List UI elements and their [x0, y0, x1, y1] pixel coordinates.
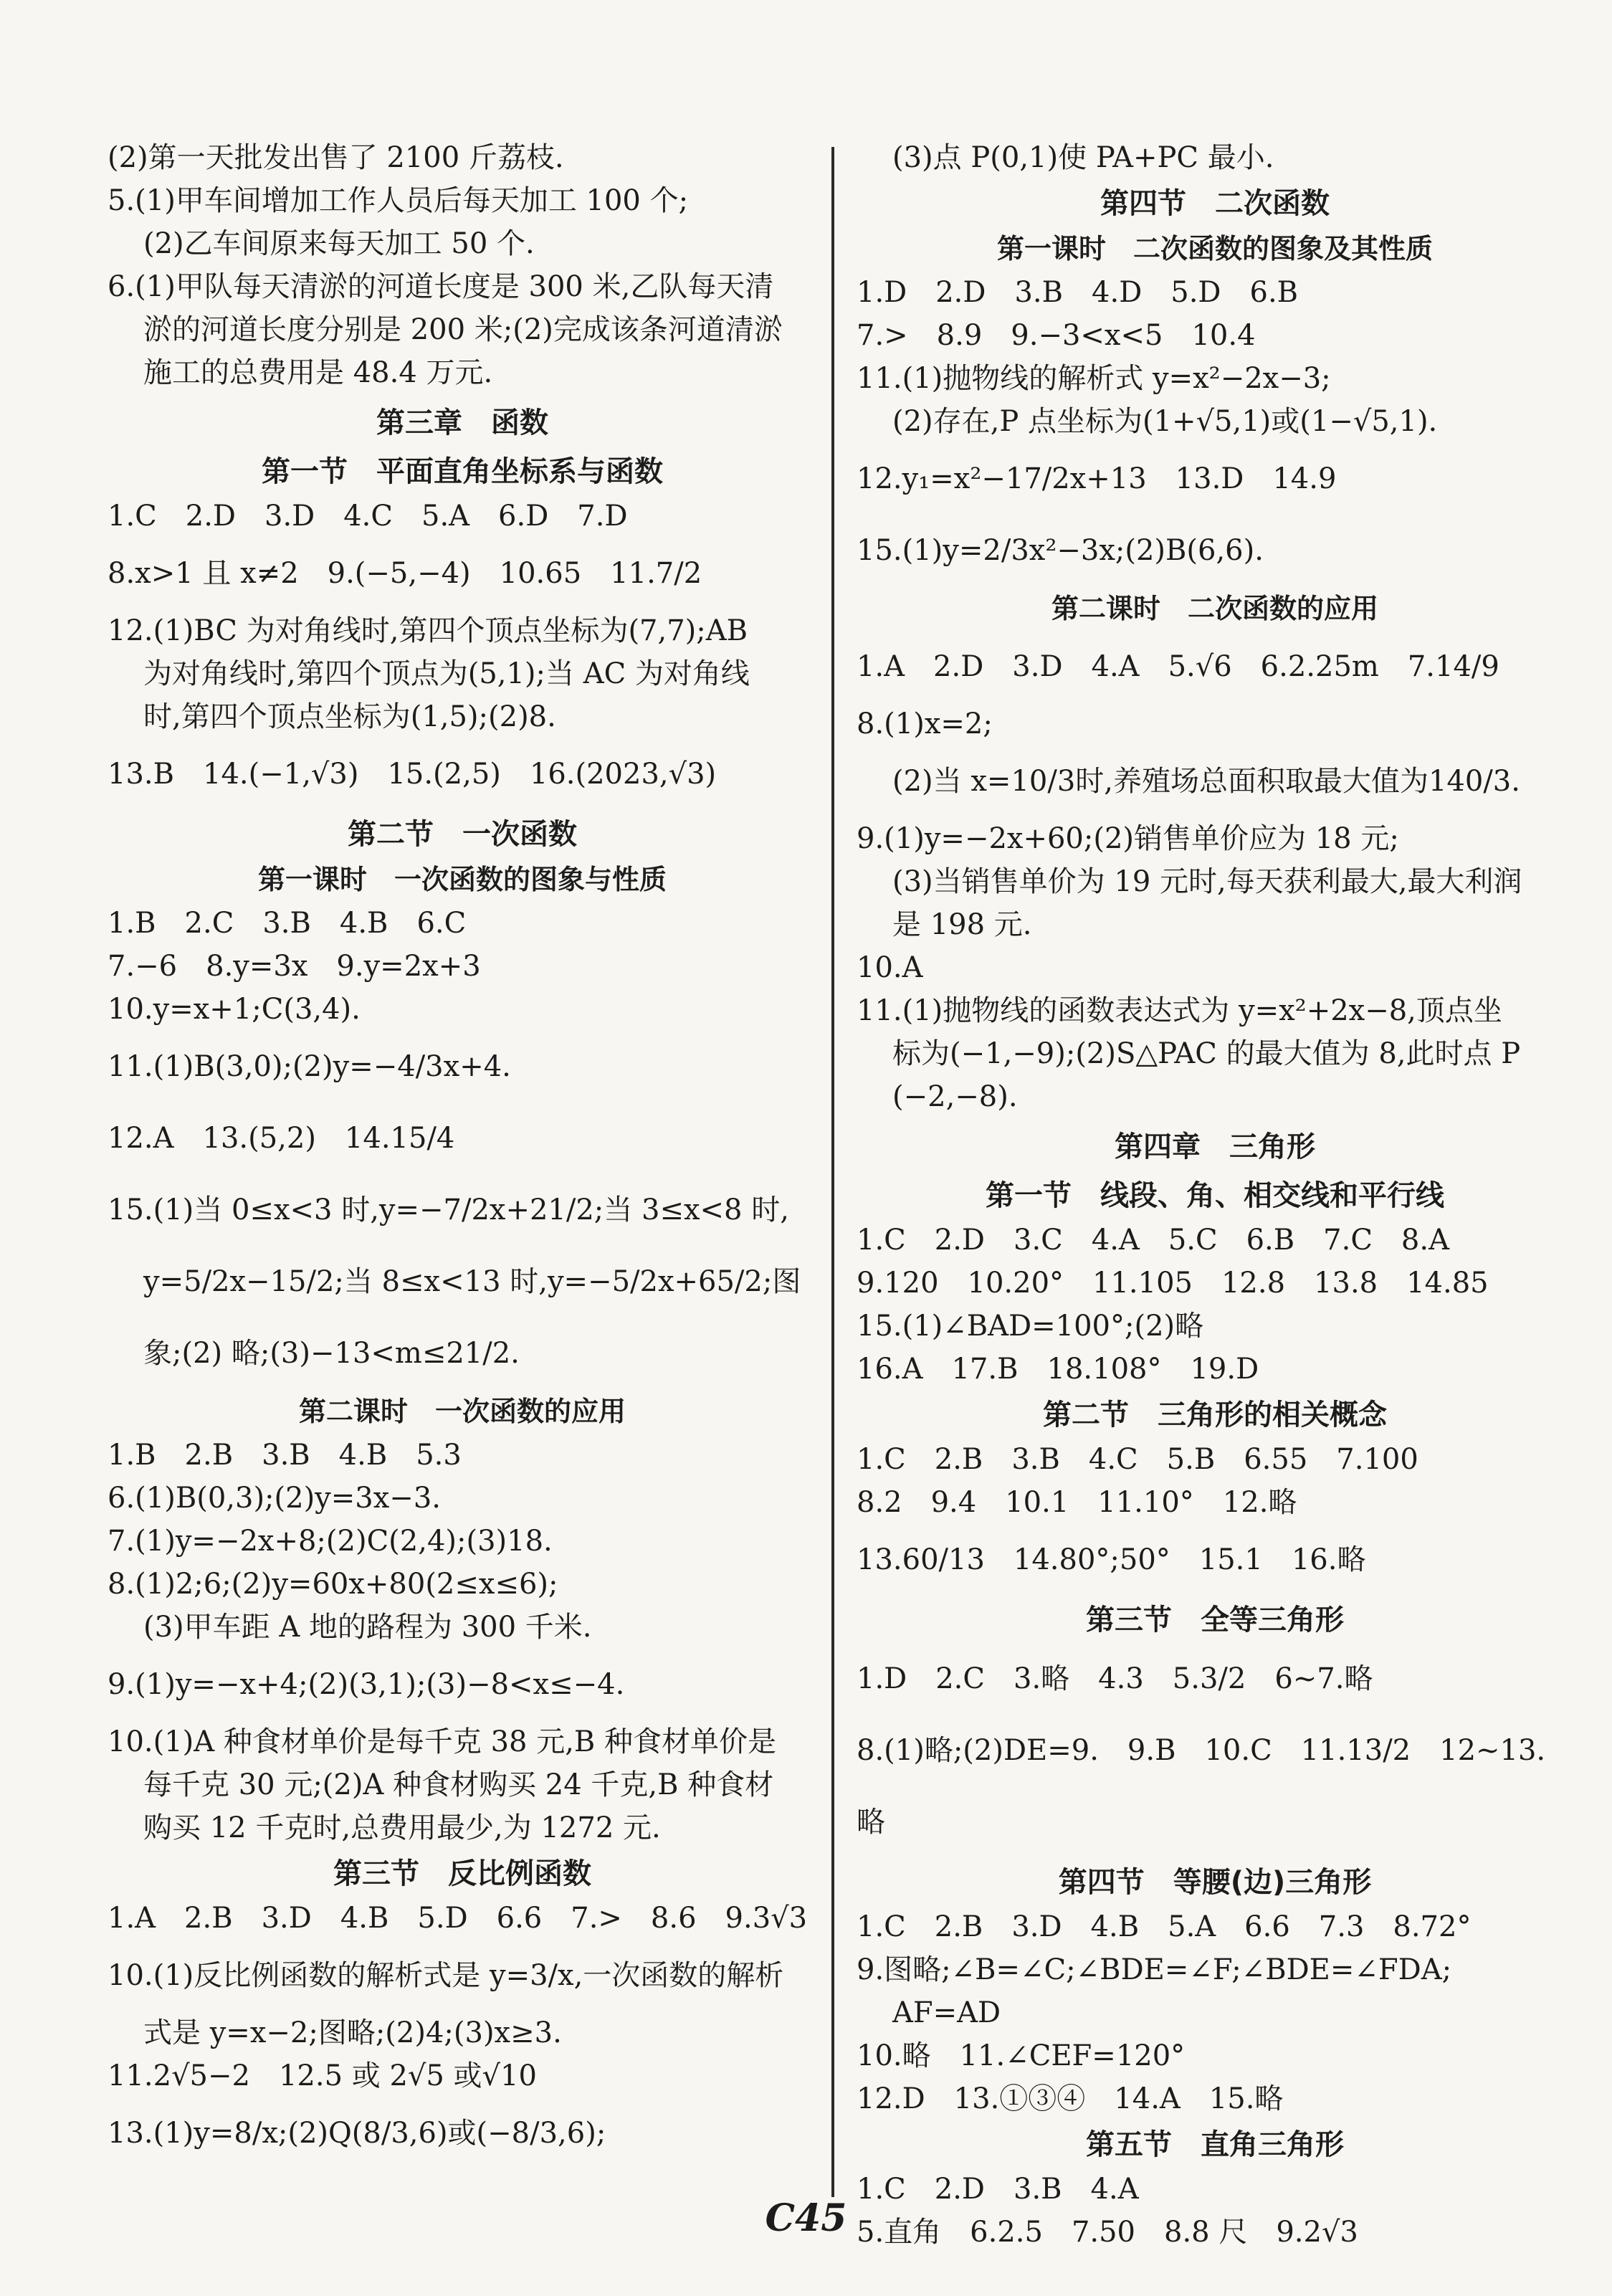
page-number: C45 — [765, 2196, 847, 2240]
section-heading: 第一节 平面直角坐标系与函数 — [262, 455, 663, 488]
answer-line: 12.y₁=x²−17/2x+13 13.D 14.9 — [857, 462, 1337, 495]
answer-line: 10.略 11.∠CEF=120° — [857, 2039, 1186, 2072]
answer-line: 1.C 2.B 3.B 4.C 5.B 6.55 7.100 — [857, 1443, 1418, 1476]
lesson-heading: 第二课时 二次函数的应用 — [1051, 593, 1378, 624]
section-heading: 第三节 反比例函数 — [333, 1857, 591, 1890]
answer-line: 式是 y=x−2;图略;(2)4;(3)x≥3. — [143, 2016, 562, 2049]
answer-line: 1.D 2.C 3.略 4.3 5.3/2 6~7.略 — [857, 1662, 1373, 1695]
answer-line: (3)当销售单价为 19 元时,每天获利最大,最大利润 — [892, 865, 1522, 898]
answer-line: 1.A 2.B 3.D 4.B 5.D 6.6 7.> 8.6 9.3√3 — [108, 1902, 808, 1935]
answer-line: 13.(1)y=8/x;(2)Q(8/3,6)或(−8/3,6); — [108, 2117, 606, 2150]
chapter-heading: 第三章 函数 — [376, 406, 548, 439]
answer-line: (2)乙车间原来每天加工 50 个. — [143, 227, 535, 260]
answer-line: 7.(1)y=−2x+8;(2)C(2,4);(3)18. — [108, 1525, 553, 1558]
answer-line: 8.(1)2;6;(2)y=60x+80(2≤x≤6); — [108, 1568, 558, 1601]
answer-line: 15.(1)当 0≤x<3 时,y=−7/2x+21/2;当 3≤x<8 时, — [108, 1194, 789, 1226]
answer-line: 1.C 2.D 3.C 4.A 5.C 6.B 7.C 8.A — [857, 1224, 1449, 1257]
lesson-heading: 第二课时 一次函数的应用 — [298, 1396, 626, 1427]
answer-line: 5.直角 6.2.5 7.50 8.8 尺 9.2√3 — [857, 2216, 1358, 2249]
left-column — [108, 136, 817, 2169]
answer-line: (2)存在,P 点坐标为(1+√5,1)或(1−√5,1). — [892, 405, 1438, 438]
answer-line: 8.x>1 且 x≠2 9.(−5,−4) 10.65 11.7/2 — [108, 557, 702, 590]
answer-line: 1.D 2.D 3.B 4.D 5.D 6.B — [857, 276, 1299, 309]
right-column — [857, 136, 1573, 2254]
chapter-heading: 第四章 三角形 — [1115, 1130, 1315, 1163]
answer-line: 9.图略;∠B=∠C;∠BDE=∠F;∠BDE=∠FDA; — [857, 1953, 1452, 1986]
answer-line: 9.(1)y=−x+4;(2)(3,1);(3)−8<x≤−4. — [108, 1668, 625, 1701]
answer-line: 8.(1)x=2; — [857, 708, 993, 740]
lesson-heading: 第一课时 二次函数的图象及其性质 — [996, 233, 1433, 265]
answer-line: 9.(1)y=−2x+60;(2)销售单价应为 18 元; — [857, 822, 1399, 855]
answer-line: 12.A 13.(5,2) 14.15/4 — [108, 1122, 455, 1155]
answer-line: (3)点 P(0,1)使 PA+PC 最小. — [892, 141, 1274, 174]
answer-line: 10.(1)A 种食材单价是每千克 38 元,B 种食材单价是 — [108, 1725, 777, 1758]
answer-line: 13.B 14.(−1,√3) 15.(2,5) 16.(2023,√3) — [108, 758, 717, 791]
answer-line: 8.(1)略;(2)DE=9. 9.B 10.C 11.13/2 12~13.略 — [857, 1734, 1546, 1839]
answer-line: 9.120 10.20° 11.105 12.8 13.8 14.85 — [857, 1267, 1489, 1300]
answer-line: (3)甲车距 A 地的路程为 300 千米. — [143, 1611, 592, 1644]
answer-line: 1.B 2.C 3.B 4.B 6.C — [108, 907, 467, 940]
answer-line: (2)第一天批发出售了 2100 斤荔枝. — [108, 141, 564, 174]
answer-line: 16.A 17.B 18.108° 19.D — [857, 1353, 1259, 1386]
answer-line: 为对角线时,第四个顶点为(5,1);当 AC 为对角线 — [143, 657, 750, 690]
answer-line: 象;(2) 略;(3)−13<m≤21/2. — [143, 1337, 520, 1370]
answer-line: 时,第四个顶点坐标为(1,5);(2)8. — [143, 700, 556, 733]
answer-line: 施工的总费用是 48.4 万元. — [143, 356, 493, 389]
answer-line: 11.(1)抛物线的函数表达式为 y=x²+2x−8,顶点坐 — [857, 994, 1502, 1027]
answer-line: 10.(1)反比例函数的解析式是 y=3/x,一次函数的解析 — [108, 1959, 784, 1992]
section-heading: 第四节 二次函数 — [1100, 187, 1330, 220]
answer-line: 6.(1)甲队每天清淤的河道长度是 300 米,乙队每天清 — [108, 270, 774, 303]
answer-line: 6.(1)B(0,3);(2)y=3x−3. — [108, 1482, 441, 1515]
answer-line: 1.C 2.D 3.D 4.C 5.A 6.D 7.D — [108, 500, 628, 533]
answer-line: (2)当 x=10/3时,养殖场总面积取最大值为140/3. — [892, 765, 1520, 798]
answer-line: 7.> 8.9 9.−3<x<5 10.4 — [857, 319, 1256, 352]
answer-line: 10.y=x+1;C(3,4). — [108, 993, 361, 1026]
section-heading: 第二节 一次函数 — [348, 818, 577, 851]
section-heading: 第五节 直角三角形 — [1086, 2128, 1344, 2161]
answer-line: 淤的河道长度分别是 200 米;(2)完成该条河道清淤 — [143, 313, 783, 346]
answer-line: 标为(−1,−9);(2)S△PAC 的最大值为 8,此时点 P — [892, 1037, 1521, 1070]
answer-line: y=5/2x−15/2;当 8≤x<13 时,y=−5/2x+65/2;图 — [143, 1265, 801, 1298]
answer-line: 每千克 30 元;(2)A 种食材购买 24 千克,B 种食材 — [143, 1768, 774, 1801]
answer-line: 1.C 2.D 3.B 4.A — [857, 2173, 1139, 2206]
lesson-heading: 第一课时 一次函数的图象与性质 — [257, 864, 667, 895]
answer-line: 15.(1)y=2/3x²−3x;(2)B(6,6). — [857, 534, 1264, 567]
answer-line: 10.A — [857, 951, 923, 984]
answer-line: 11.(1)B(3,0);(2)y=−4/3x+4. — [108, 1050, 511, 1083]
answer-line: 7.−6 8.y=3x 9.y=2x+3 — [108, 950, 481, 983]
answer-line: 12.(1)BC 为对角线时,第四个顶点坐标为(7,7);AB — [108, 614, 748, 647]
answer-line: 11.2√5−2 12.5 或 2√5 或√10 — [108, 2059, 537, 2092]
answer-line: 是 198 元. — [892, 908, 1032, 941]
answer-line: 5.(1)甲车间增加工作人员后每天加工 100 个; — [108, 184, 689, 217]
answer-line: 8.2 9.4 10.1 11.10° 12.略 — [857, 1486, 1297, 1519]
section-heading: 第二节 三角形的相关概念 — [1043, 1399, 1387, 1432]
answer-line: AF=AD — [892, 1996, 1001, 2029]
section-heading: 第一节 线段、角、相交线和平行线 — [986, 1179, 1444, 1212]
answer-line: 13.60/13 14.80°;50° 15.1 16.略 — [857, 1543, 1366, 1576]
column-divider — [831, 147, 834, 2197]
section-heading: 第三节 全等三角形 — [1086, 1604, 1344, 1637]
answer-line: 1.C 2.B 3.D 4.B 5.A 6.6 7.3 8.72° — [857, 1910, 1472, 1943]
section-heading: 第四节 等腰(边)三角形 — [1058, 1866, 1372, 1899]
answer-line: 1.A 2.D 3.D 4.A 5.√6 6.2.25m 7.14/9 — [857, 650, 1499, 683]
answer-line: 12.D 13.①③④ 14.A 15.略 — [857, 2082, 1284, 2115]
answer-line: 1.B 2.B 3.B 4.B 5.3 — [108, 1439, 462, 1472]
answer-line: 11.(1)抛物线的解析式 y=x²−2x−3; — [857, 362, 1331, 395]
answer-line: (−2,−8). — [892, 1080, 1018, 1113]
answer-line: 购买 12 千克时,总费用最少,为 1272 元. — [143, 1811, 661, 1844]
answer-line: 15.(1)∠BAD=100°;(2)略 — [857, 1310, 1204, 1343]
